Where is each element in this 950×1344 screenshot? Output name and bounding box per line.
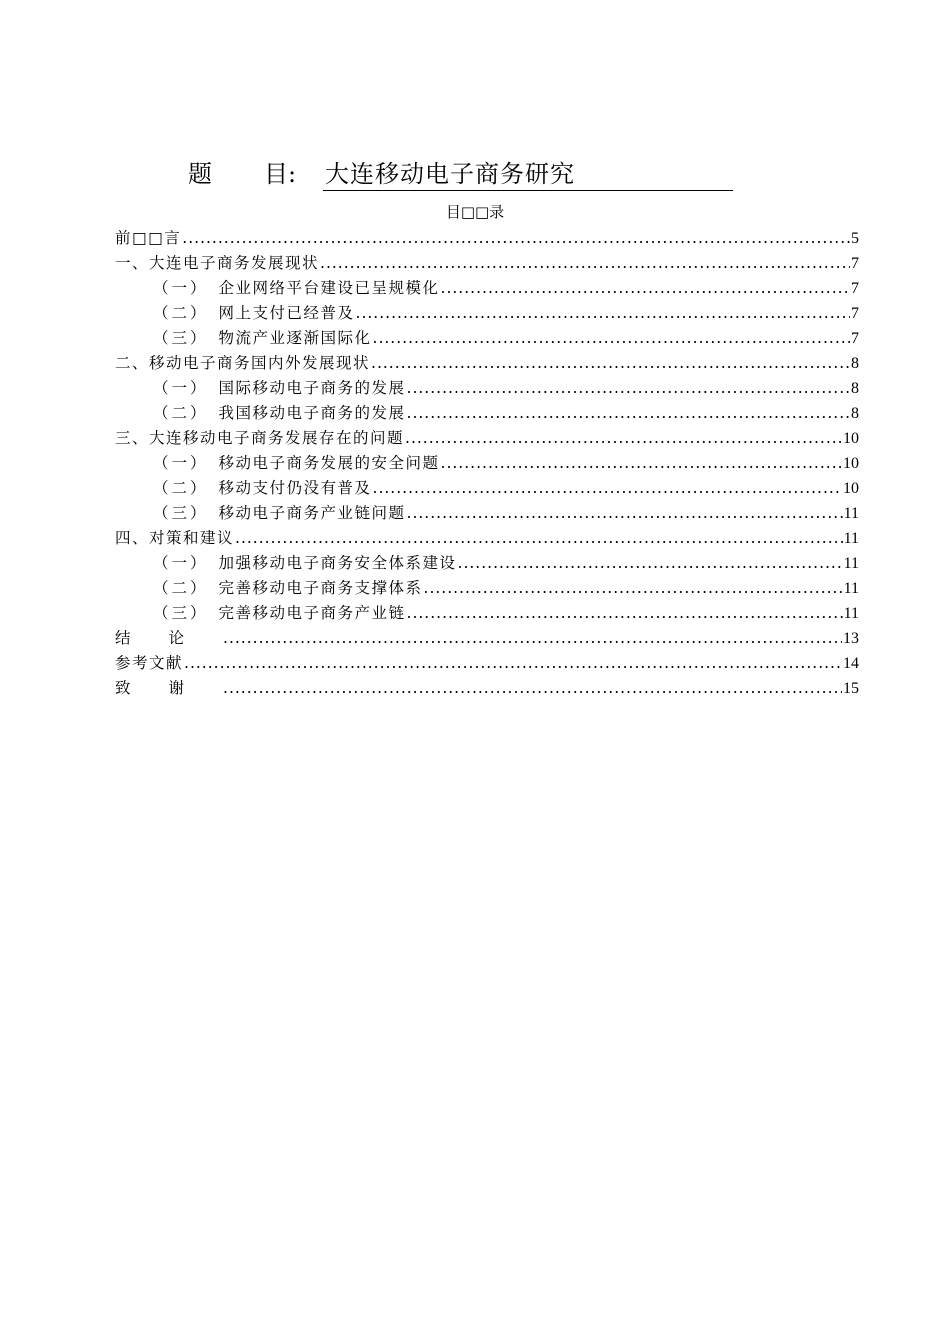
toc-entry-page: 10 [843, 455, 859, 472]
toc-entry-title: 移动电子商务发展的安全问题 [218, 454, 440, 472]
toc-entry-title: 完善移动电子商务支撑体系 [218, 579, 423, 597]
toc-entry-page: 5 [851, 230, 859, 247]
toc-entry-title: 物流产业逐渐国际化 [218, 329, 372, 347]
toc-entry[interactable] [115, 626, 859, 651]
toc-entry-title: 网上支付已经普及 [218, 304, 355, 322]
toc-entry-number: （三） [153, 329, 209, 347]
toc-leader-dots [223, 626, 842, 651]
toc-entry[interactable] [115, 226, 859, 251]
toc-entry-title: 加强移动电子商务安全体系建设 [218, 554, 457, 572]
title-value: 大连移动电子商务研究 [323, 158, 733, 191]
toc-leader-dots [407, 601, 843, 626]
toc-entry-page: 7 [851, 330, 859, 347]
toc-entry-title: 前□□言 [115, 229, 182, 247]
toc-leader-dots [407, 401, 850, 426]
toc-leader-dots [458, 551, 843, 576]
toc-entry-title: 参考文献 [115, 654, 184, 672]
toc-entry[interactable] [115, 401, 859, 426]
toc-leader-dots [371, 351, 850, 376]
title-label [188, 158, 323, 190]
toc-entry[interactable] [115, 601, 859, 626]
toc-entry-page: 11 [843, 530, 859, 547]
toc-leader-dots [184, 651, 842, 676]
toc-entry-number: （二） [153, 304, 209, 322]
title-label-2: 目: [264, 160, 297, 188]
table-of-contents [115, 226, 859, 701]
toc-entry-number: （二） [153, 579, 209, 597]
toc-entry-page: 15 [843, 680, 859, 697]
toc-entry[interactable] [115, 301, 859, 326]
toc-entry-page: 8 [851, 355, 859, 372]
toc-leader-dots [405, 426, 842, 451]
toc-entry-page: 14 [843, 655, 859, 672]
toc-entry-title: 四、对策和建议 [115, 529, 235, 547]
toc-entry-page: 7 [851, 255, 859, 272]
toc-leader-dots [182, 226, 850, 251]
toc-entry-number: （一） [153, 279, 209, 297]
toc-entry-page: 10 [843, 430, 859, 447]
toc-entry-page: 7 [851, 305, 859, 322]
toc-leader-dots [373, 326, 850, 351]
toc-entry[interactable] [115, 376, 859, 401]
toc-entry[interactable] [115, 251, 859, 276]
toc-leader-dots [407, 376, 850, 401]
toc-entry-title: 完善移动电子商务产业链 [218, 604, 406, 622]
toc-entry-number: （一） [153, 379, 209, 397]
toc-entry[interactable] [115, 676, 859, 701]
toc-heading: 目□□录 [445, 203, 505, 221]
toc-entry-title: 移动电子商务产业链问题 [218, 504, 406, 522]
toc-entry[interactable] [115, 351, 859, 376]
toc-entry-title: 三、大连移动电子商务发展存在的问题 [115, 429, 405, 447]
toc-entry[interactable] [115, 276, 859, 301]
toc-entry-page: 11 [843, 580, 859, 597]
toc-entry-title: 结论 [115, 629, 223, 647]
toc-entry-page: 10 [843, 480, 859, 497]
toc-entry-title: 我国移动电子商务的发展 [218, 404, 406, 422]
toc-entry[interactable] [115, 326, 859, 351]
toc-leader-dots [424, 576, 843, 601]
toc-entry-title: 企业网络平台建设已呈规模化 [218, 279, 440, 297]
toc-entry-title: 移动支付仍没有普及 [218, 479, 372, 497]
toc-entry[interactable] [115, 426, 859, 451]
toc-entry[interactable] [115, 501, 859, 526]
toc-entry[interactable] [115, 551, 859, 576]
toc-leader-dots [223, 676, 842, 701]
toc-entry-page: 8 [851, 380, 859, 397]
toc-entry-number: （三） [153, 604, 209, 622]
toc-leader-dots [407, 501, 843, 526]
toc-entry[interactable] [115, 476, 859, 501]
toc-entry-page: 11 [843, 555, 859, 572]
toc-entry-page: 13 [843, 630, 859, 647]
toc-entry-page: 11 [843, 505, 859, 522]
title-label-1: 题 [188, 160, 212, 188]
toc-leader-dots [441, 276, 850, 301]
document-title [188, 158, 733, 191]
toc-leader-dots [320, 251, 850, 276]
toc-entry[interactable] [115, 526, 859, 551]
toc-entry-title: 一、大连电子商务发展现状 [115, 254, 320, 272]
toc-entry-title: 二、移动电子商务国内外发展现状 [115, 354, 371, 372]
toc-entry-title: 致谢 [115, 679, 223, 697]
toc-entry-page: 8 [851, 405, 859, 422]
toc-leader-dots [441, 451, 842, 476]
toc-entry[interactable] [115, 451, 859, 476]
toc-entry-number: （一） [153, 454, 209, 472]
toc-leader-dots [235, 526, 843, 551]
toc-leader-dots [356, 301, 850, 326]
toc-leader-dots [373, 476, 842, 501]
toc-entry-title: 国际移动电子商务的发展 [218, 379, 406, 397]
toc-entry[interactable] [115, 576, 859, 601]
toc-entry-number: （一） [153, 554, 209, 572]
toc-entry-page: 7 [851, 280, 859, 297]
toc-entry-number: （二） [153, 479, 209, 497]
toc-entry-number: （三） [153, 504, 209, 522]
toc-entry-number: （二） [153, 404, 209, 422]
toc-entry-page: 11 [843, 605, 859, 622]
toc-entry[interactable] [115, 651, 859, 676]
